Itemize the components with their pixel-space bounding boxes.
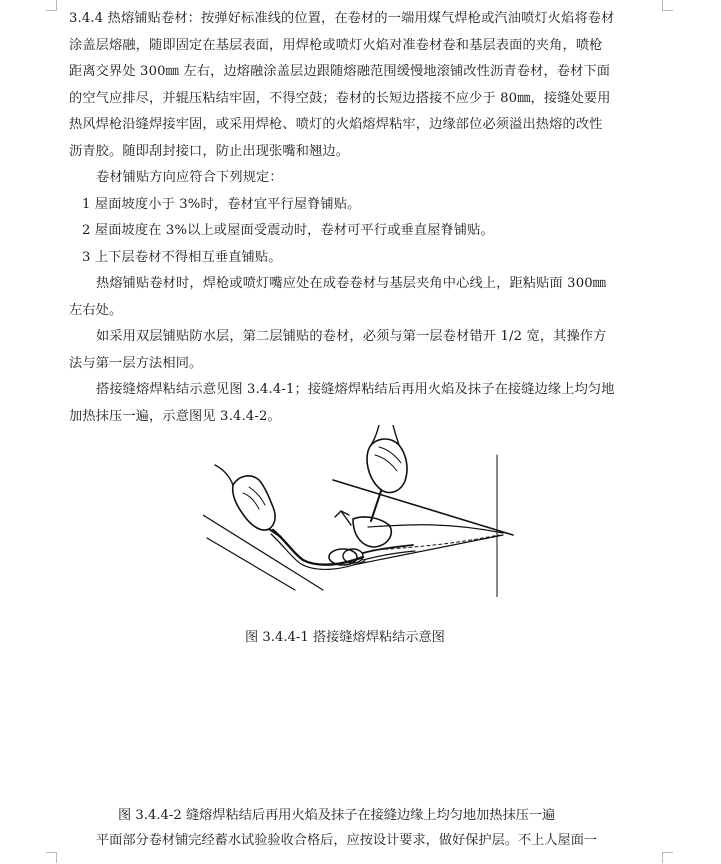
sheet-edge-line bbox=[333, 480, 513, 535]
rule-item: 1 屋面坡度小于 3%时，卷材宜平行屋脊铺贴。 bbox=[82, 196, 361, 212]
text-line: 的空气应排尽，并辊压粘结牢固，不得空鼓；卷材的长短边搭接不应少于 80㎜，接缝处要用 bbox=[69, 90, 611, 106]
text-line: 距离交界处 300㎜ 左右，边熔融涂盖层边跟随熔融范围缓慢地滚铺改性沥青卷材，卷材下面 bbox=[69, 64, 611, 79]
text-line: 加热抹压一遍，示意图见 3.4.4-2。 bbox=[69, 408, 281, 424]
text-line: 平面部分卷材铺完经蓄水试验验收合格后，应按设计要求，做好保护层。不上人屋面一 bbox=[96, 833, 598, 848]
text-line: 3.4.4 热熔铺贴卷材：按弹好标准线的位置，在卷材的一端用煤气焊枪或汽油喷灯火焰将卷材 bbox=[69, 11, 615, 26]
rule-item: 3 上下层卷材不得相互垂直铺贴。 bbox=[82, 249, 282, 265]
page-corner-mark bbox=[46, 0, 57, 11]
page-corner-mark bbox=[662, 852, 673, 863]
text-line: 左右处。 bbox=[69, 302, 123, 318]
body-text bbox=[69, 6, 655, 430]
seam-welding-illustration bbox=[203, 425, 515, 597]
rule-item: 2 屋面坡度在 3%以上或屋面受震动时，卷材可平行或垂直屋脊铺贴。 bbox=[82, 223, 494, 238]
text-line: 热风焊枪沿缝焊接牢固，或采用焊枪、喷灯的火焰熔焊粘牢，边缘部位必须溢出热熔的改性 bbox=[69, 117, 603, 132]
text-line: 搭接缝熔焊粘结示意见图 3.4.4-1；接缝熔焊粘结后再用火焰及抹子在接缝边缘上均匀地 bbox=[96, 382, 615, 397]
page-corner-mark bbox=[46, 852, 57, 863]
figure-caption: 图 3.4.4-2 缝熔焊粘结后再用火焰及抹子在接缝边缘上均匀地加热抹压一遍 bbox=[118, 808, 556, 823]
text-line: 涂盖层熔融，随即固定在基层表面，用焊枪或喷灯火焰对准卷材卷和基层表面的夹角，喷枪 bbox=[69, 37, 603, 53]
figure-caption: 图 3.4.4-1 搭接缝熔焊粘结示意图 bbox=[245, 630, 445, 645]
text-line: 法与第一层方法相同。 bbox=[69, 355, 203, 371]
rules-intro: 卷材铺贴方向应符合下列规定： bbox=[96, 170, 283, 185]
text-line: 如采用双层铺贴防水层，第二层铺贴的卷材，必须与第一层卷材错开 1/2 宽，其操作方 bbox=[96, 329, 607, 344]
base-edge-line bbox=[203, 515, 323, 590]
page-corner-mark bbox=[662, 0, 673, 11]
text-line: 沥青胶。随即刮封接口，防止出现张嘴和翘边。 bbox=[69, 143, 350, 159]
text-line: 热熔铺贴卷材时，焊枪或喷灯嘴应处在成卷卷材与基层夹角中心线上，距粘贴面 300㎜ bbox=[96, 276, 607, 291]
